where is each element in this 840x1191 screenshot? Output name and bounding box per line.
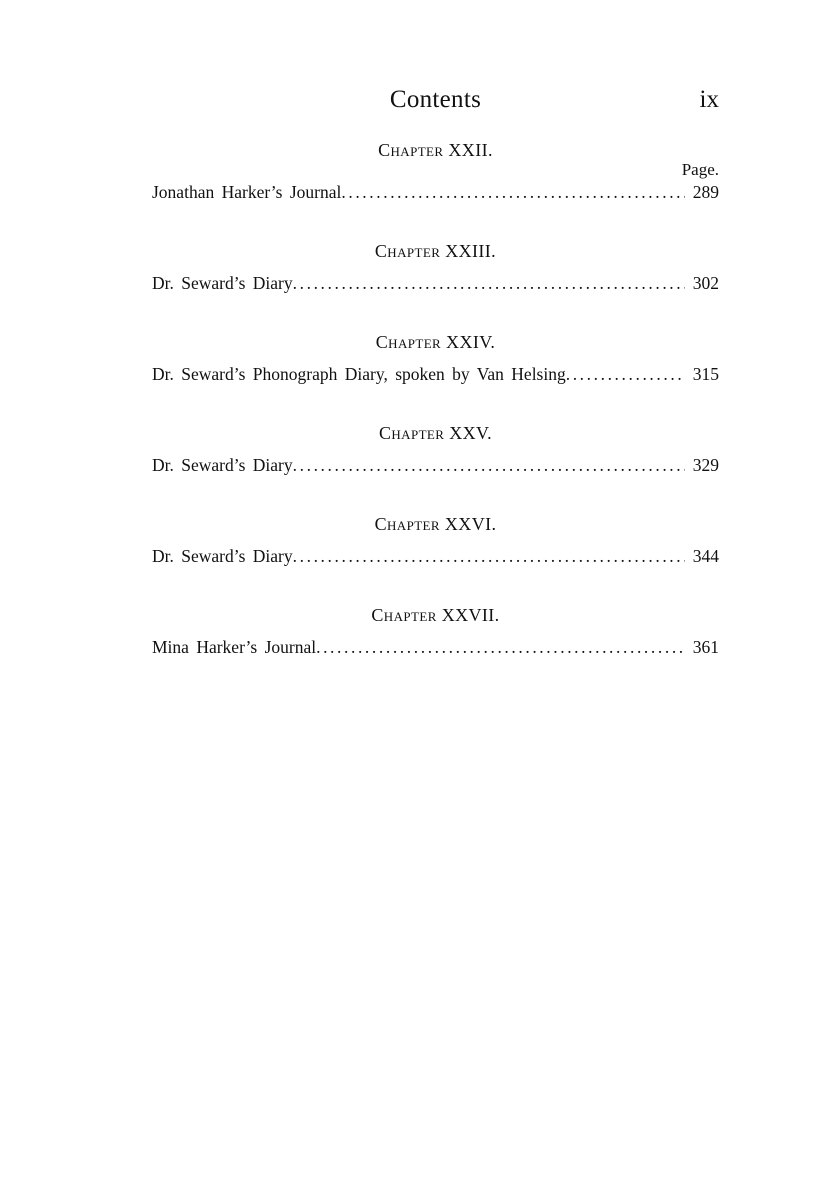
entry-page-number: 315 bbox=[692, 364, 719, 384]
toc-entry[interactable] bbox=[152, 362, 719, 386]
chapter-numeral: XXIII. bbox=[445, 241, 497, 261]
chapter-label: Chapter bbox=[375, 332, 442, 352]
chapter-label: Chapter bbox=[374, 241, 441, 261]
chapter-heading bbox=[152, 421, 719, 445]
toc-section bbox=[152, 421, 719, 477]
entry-title: Dr. Seward’s Diary bbox=[152, 546, 293, 566]
toc-entry[interactable] bbox=[152, 271, 719, 295]
toc-section bbox=[152, 603, 719, 659]
entry-page-number: 289 bbox=[692, 182, 719, 202]
toc-entry[interactable] bbox=[152, 635, 719, 659]
chapter-numeral: XXIV. bbox=[446, 332, 496, 352]
entry-title: Mina Harker’s Journal bbox=[152, 637, 317, 657]
toc-entry[interactable] bbox=[152, 544, 719, 568]
toc-section bbox=[152, 512, 719, 568]
entry-page-number: 302 bbox=[692, 273, 719, 293]
chapter-numeral: XXII. bbox=[448, 140, 493, 160]
entry-title: Dr. Seward’s Diary bbox=[152, 273, 293, 293]
chapter-label: Chapter bbox=[374, 514, 440, 534]
toc-section bbox=[152, 330, 719, 386]
dot-leader bbox=[566, 362, 685, 386]
page-header bbox=[152, 86, 719, 126]
entry-title: Dr. Seward’s Diary bbox=[152, 455, 293, 475]
entry-title: Jonathan Harker’s Journal bbox=[152, 182, 342, 202]
entry-page-number: 361 bbox=[692, 637, 719, 657]
dot-leader bbox=[293, 544, 685, 568]
page-column-label: Page. bbox=[681, 160, 719, 179]
entry-page-number: 329 bbox=[692, 455, 719, 475]
chapter-numeral: XXVII. bbox=[441, 605, 500, 625]
chapter-heading bbox=[152, 138, 719, 162]
chapter-heading bbox=[152, 512, 719, 536]
toc-entry[interactable] bbox=[152, 180, 719, 204]
dot-leader bbox=[316, 635, 685, 659]
dot-leader bbox=[341, 180, 684, 204]
page-number: ix bbox=[699, 86, 719, 113]
chapter-heading bbox=[152, 330, 719, 354]
chapter-heading bbox=[152, 603, 719, 627]
toc-entry[interactable] bbox=[152, 453, 719, 477]
chapter-label: Chapter bbox=[378, 423, 445, 443]
toc-section bbox=[152, 138, 719, 204]
toc-section bbox=[152, 239, 719, 295]
entry-title: Dr. Seward’s Phonograph Diary, spoken by Van Helsing bbox=[152, 364, 566, 384]
table-of-contents bbox=[152, 138, 719, 659]
dot-leader bbox=[293, 453, 685, 477]
chapter-numeral: XXVI. bbox=[444, 514, 497, 534]
running-title: Contents bbox=[389, 86, 482, 113]
entry-page-number: 344 bbox=[692, 546, 719, 566]
dot-leader bbox=[293, 271, 685, 295]
chapter-label: Chapter bbox=[371, 605, 437, 625]
chapter-numeral: XXV. bbox=[449, 423, 493, 443]
chapter-heading bbox=[152, 239, 719, 263]
chapter-label: Chapter bbox=[378, 140, 444, 160]
